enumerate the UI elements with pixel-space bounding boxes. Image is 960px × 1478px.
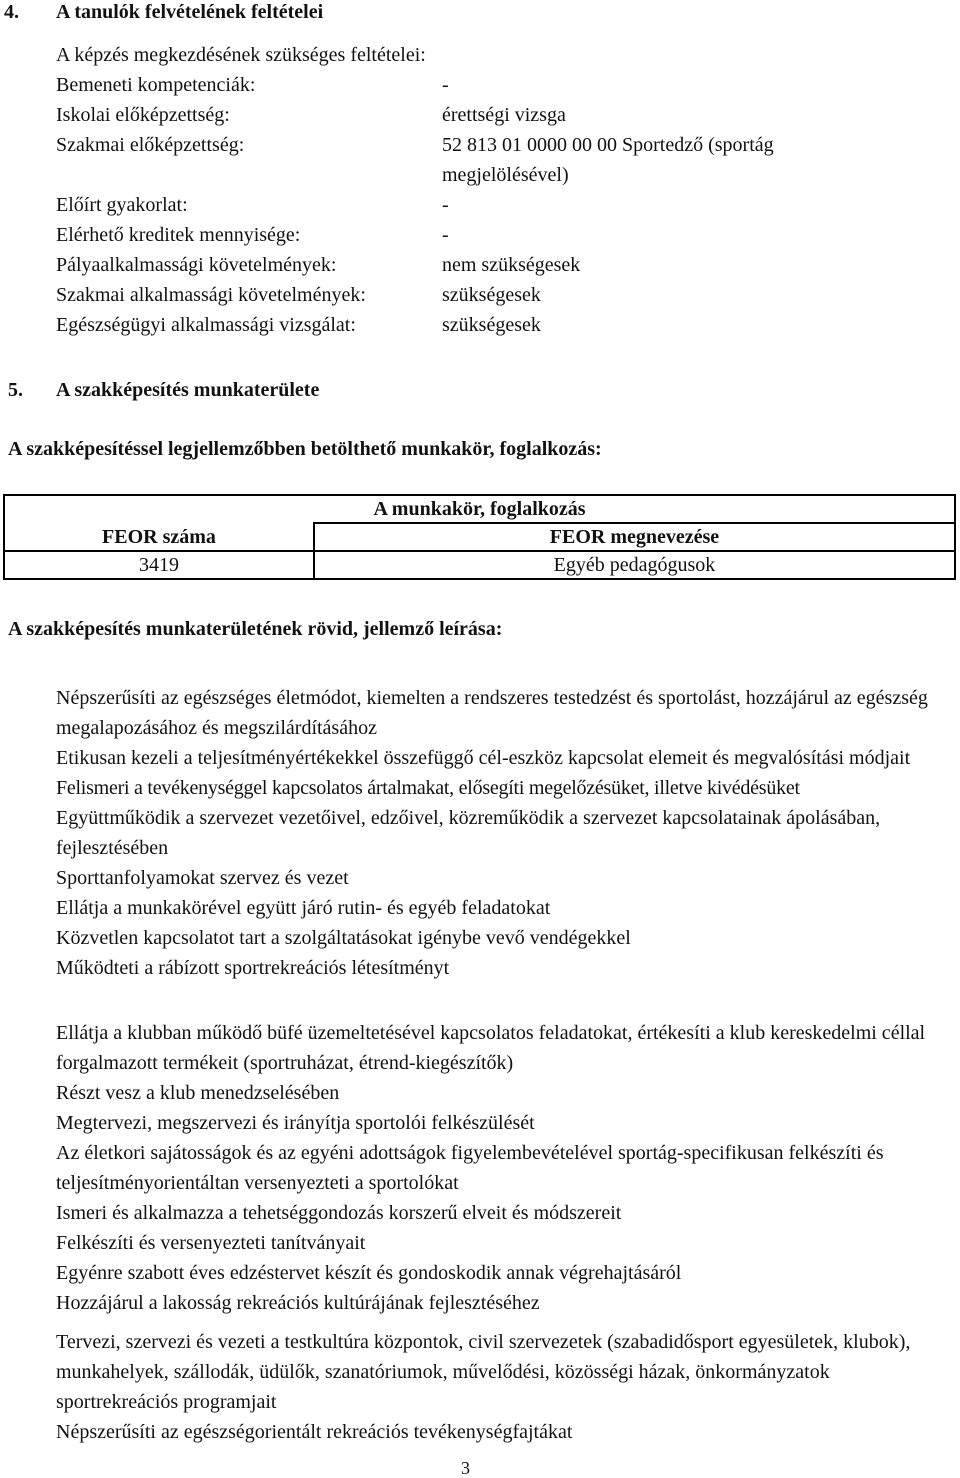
requirement-row (56, 70, 936, 100)
requirement-label: Szakmai alkalmassági követelmények: (56, 284, 366, 306)
requirement-row (56, 310, 936, 340)
requirement-label: Szakmai előképzettség: (56, 134, 245, 156)
requirement-value (442, 130, 774, 190)
requirement-value: szükségesek (442, 314, 541, 336)
requirement-value: - (442, 74, 449, 96)
requirement-value: érettségi vizsga (442, 104, 566, 126)
requirements-intro: A képzés megkezdésének szükséges feltételei: (56, 44, 426, 66)
table-row (4, 551, 955, 579)
section-5-number: 5. (8, 379, 23, 401)
requirement-value-line2: megjelölésével) (442, 164, 569, 186)
page-number: 3 (461, 1458, 470, 1478)
requirement-value: - (442, 194, 449, 216)
list-item: Ellátja a munkakörével együtt járó rutin- és egyéb feladatokat (56, 897, 551, 919)
list-item: Felkészíti és versenyezteti tanítványait (56, 1232, 366, 1254)
requirement-label: Iskolai előképzettség: (56, 104, 230, 126)
list-item: Etikusan kezeli a teljesítményértékekkel összefüggő cél-eszköz kapcsolat elemeit és megvalósítási módjait (56, 747, 911, 769)
requirement-row (56, 100, 936, 130)
requirements-list (56, 40, 936, 340)
list-item: Hozzájárul a lakosság rekreációs kultúrájának fejlesztéséhez (56, 1292, 540, 1314)
jobs-intro: A szakképesítéssel legjellemzőbben betölthető munkakör, foglalkozás: (8, 438, 602, 460)
list-item: Az életkori sajátosságok és az egyéni adottságok figyelembevételével sportág-specifikusan felkészíti és teljesítményorientáltan versenyezteti a sportolókat (56, 1142, 884, 1194)
jobs-table-header-row (4, 523, 955, 551)
section-4-heading (4, 0, 323, 24)
section-4-title: A tanulók felvételének feltételei (56, 1, 324, 23)
list-item: Népszerűsíti az egészséges életmódot, kiemelten a rendszeres testedzést és sportolást, hozzájárul az egészség megalapozásához és megszilárdításához (56, 687, 928, 739)
description-block-3 (56, 1327, 956, 1447)
requirements-intro-row (56, 40, 936, 70)
list-item: Ellátja a klubban működő büfé üzemeltetésével kapcsolatos feladatokat, értékesíti a klub kereskedelmi céllal forgalmazott termékeit (sportruházat, étrend-kiegészítők) (56, 1022, 926, 1074)
requirement-row (56, 250, 936, 280)
requirement-label: Elérhető kreditek mennyisége: (56, 224, 301, 246)
list-item: Közvetlen kapcsolatot tart a szolgáltatásokat igénybe vevő vendégekkel (56, 927, 631, 949)
requirement-value: szükségesek (442, 284, 541, 306)
section-5-heading (8, 378, 319, 402)
list-item: Felismeri a tevékenységgel kapcsolatos ártalmakat, elősegíti megelőzésüket, illetve kivédésüket (56, 777, 800, 799)
description-title: A szakképesítés munkaterületének rövid, jellemző leírása: (8, 618, 503, 640)
description-block-1 (56, 683, 956, 983)
list-item: Tervezi, szervezi és vezeti a testkultúra központok, civil szervezetek (szabadidősport egyesületek, klubok), munkahelyek, szállodák, üdülők, szanatóriumok, művelődési, közösségi házak, önkormányzatok sportrekreációs programjait (56, 1331, 911, 1413)
jobs-table-caption-row (4, 495, 955, 523)
requirement-value: nem szükségesek (442, 254, 581, 276)
jobs-table-caption: A munkakör, foglalkozás (4, 495, 955, 523)
requirement-value-line1: 52 813 01 0000 00 00 Sportedző (sportág (442, 134, 774, 156)
requirement-row (56, 280, 936, 310)
description-block-2 (56, 1018, 956, 1318)
list-item: Népszerűsíti az egészségorientált rekreációs tevékenységfajtákat (56, 1421, 573, 1443)
requirement-label: Előírt gyakorlat: (56, 194, 188, 216)
list-item: Ismeri és alkalmazza a tehetséggondozás korszerű elveit és módszereit (56, 1202, 622, 1224)
requirement-label: Bemeneti kompetenciák: (56, 74, 256, 96)
feor-code: 3419 (4, 551, 314, 579)
jobs-table (3, 494, 956, 580)
section-5-title: A szakképesítés munkaterülete (56, 379, 320, 401)
requirement-row (56, 220, 936, 250)
list-item: Egyénre szabott éves edzéstervet készít és gondoskodik annak végrehajtásáról (56, 1262, 682, 1284)
list-item: Részt vesz a klub menedzselésében (56, 1082, 340, 1104)
requirement-row (56, 190, 936, 220)
list-item: Együttműködik a szervezet vezetőivel, edzőivel, közreműködik a szervezet kapcsolatainak ápolásában, fejlesztésében (56, 807, 881, 859)
list-item: Működteti a rábízott sportrekreációs létesítményt (56, 957, 450, 979)
requirement-row (56, 130, 936, 190)
list-item: Sporttanfolyamokat szervez és vezet (56, 867, 349, 889)
requirement-label: Pályaalkalmassági követelmények: (56, 254, 337, 276)
list-item: Megtervezi, megszervezi és irányítja sportolói felkészülését (56, 1112, 535, 1134)
requirement-value: - (442, 224, 449, 246)
jobs-table-col-name-header: FEOR megnevezése (314, 523, 955, 551)
section-4-number: 4. (4, 1, 19, 23)
requirement-label: Egészségügyi alkalmassági vizsgálat: (56, 314, 356, 336)
feor-name: Egyéb pedagógusok (314, 551, 955, 579)
jobs-table-col-code-header: FEOR száma (4, 523, 314, 551)
